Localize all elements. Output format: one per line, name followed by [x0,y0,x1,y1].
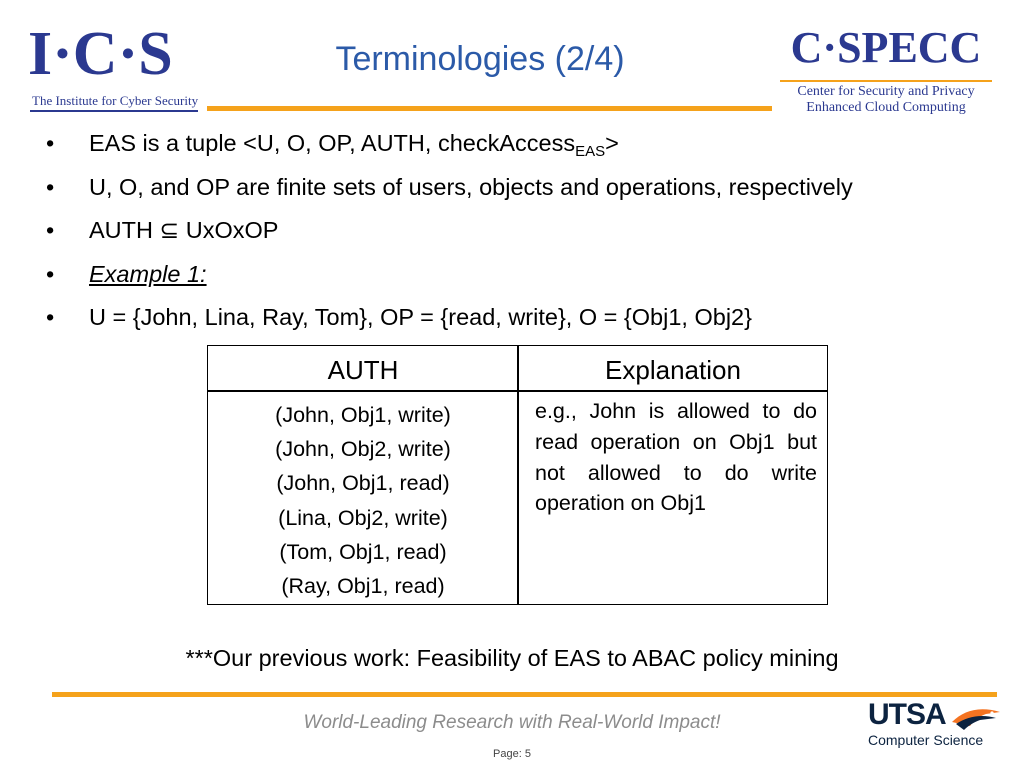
bullet-text: U = {John, Lina, Ray, Tom}, OP = {read, write}, O = {Obj1, Obj2} [89,304,752,330]
previous-work-note: ***Our previous work: Feasibility of EAS to ABAC policy mining [185,645,839,671]
bullet-dot-icon: • [46,260,55,287]
bullet-item [40,296,1000,340]
table-explanation-text: e.g., John is allowed to do read operation on Obj1 but not allowed to do write operation on Obj1 [535,399,817,516]
ics-logo-underline [30,110,198,112]
utsa-logo-word: UTSA [868,698,946,731]
bullet-text: AUTH ⊆ UxOxOP [89,217,279,243]
utsa-logo-dept: Computer Science [868,732,984,748]
cspecc-logo-line2: Enhanced Cloud Computing [806,100,966,115]
bullet-text: EAS is a tuple <U, O, OP, AUTH, checkAccess [89,130,576,156]
bullet-text: U, O, and OP are finite sets of users, objects and operations, respectively [89,173,853,200]
ics-logo-letters: I·C·S [28,20,173,88]
utsa-logo [866,700,1006,752]
auth-tuple: (John, Obj1, read) [276,471,450,496]
ics-logo [28,18,206,114]
bullet-suffix: > [605,130,619,156]
auth-tuple: (Tom, Obj1, read) [279,539,447,564]
bullet-item [40,253,1000,297]
title-underline [207,106,772,111]
table-header-explanation: Explanation [605,355,741,385]
auth-tuple: (John, Obj2, write) [275,437,451,462]
footer-tagline: World-Leading Research with Real-World Impact! [303,712,721,733]
auth-tuple: (John, Obj1, write) [275,403,451,427]
auth-tuple: (Ray, Obj1, read) [281,573,445,598]
footer-divider [52,692,997,697]
bullet-item [40,209,1000,253]
bullet-dot-icon: • [46,130,55,156]
auth-tuple-list [208,398,518,603]
slide-title: Terminologies (2/4) [335,40,625,78]
bullet-subscript: EAS [575,143,606,160]
bullet-dot-icon: • [46,173,55,200]
cspecc-logo-underline [780,80,992,82]
auth-tuple: (Lina, Obj2, write) [278,505,448,530]
bullet-list [40,122,1000,340]
bullet-dot-icon: • [46,217,55,243]
cspecc-logo-name: C·SPECC [790,23,982,72]
table-header-auth: AUTH [327,355,399,385]
bullet-item [40,166,1000,210]
roadrunner-icon [950,702,1002,732]
page-number: Page: 5 [493,748,531,760]
example-heading: Example 1: [89,260,207,287]
ics-logo-subtitle: The Institute for Cyber Security [32,93,199,108]
cspecc-logo [776,22,996,118]
bullet-item [40,122,1000,166]
cspecc-logo-line1: Center for Security and Privacy [797,84,975,99]
auth-table [207,345,828,605]
bullet-dot-icon: • [46,304,55,330]
